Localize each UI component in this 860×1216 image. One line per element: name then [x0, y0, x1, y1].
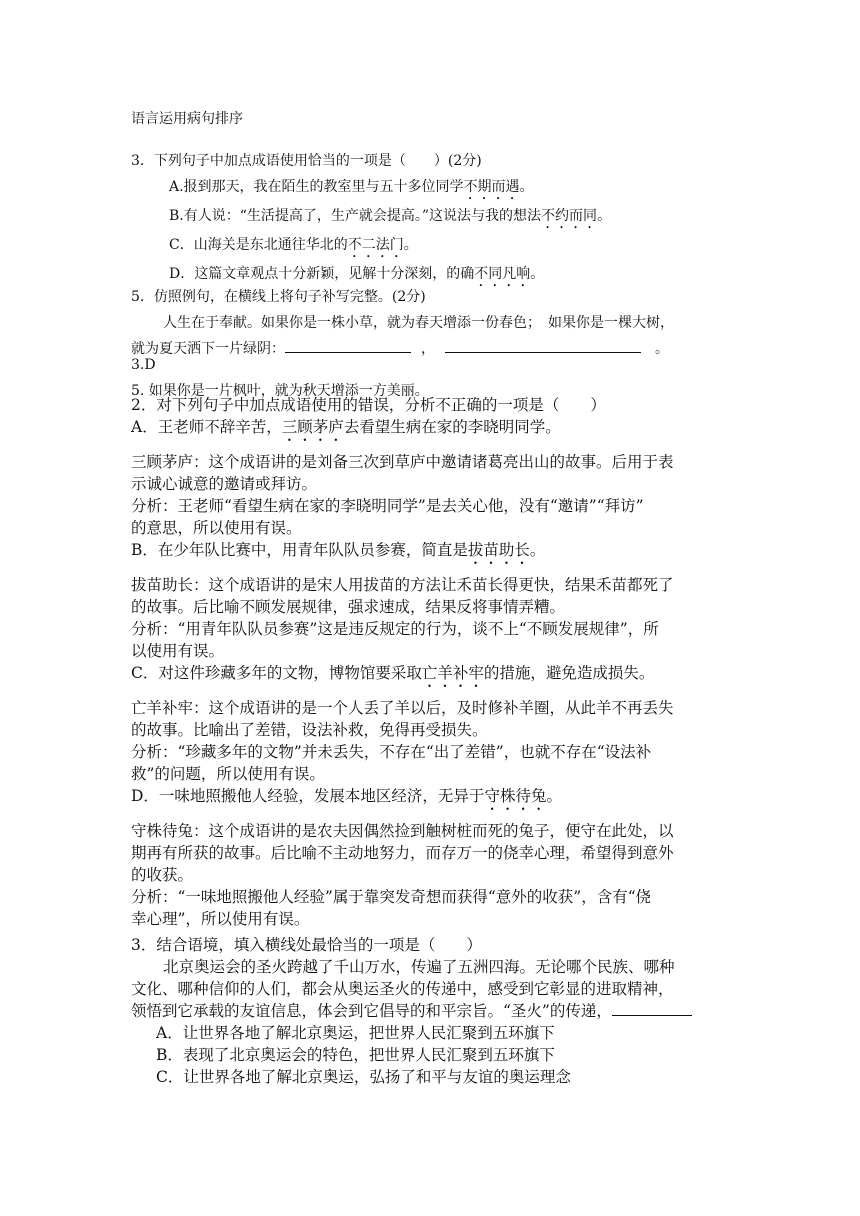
option-c: C．让世界各地了解北京奥运，弘扬了和平与友谊的奥运理念: [156, 1068, 571, 1086]
answer-2: 5. 如果你是一片枫叶，就为秋天增添一方美丽。: [131, 383, 429, 399]
option-a: A.报到那天，我在陌生的教室里与五十多位同学不期而遇。: [169, 179, 534, 195]
option-b: B．表现了北京奥运会的特色，把世界人民汇聚到五环旗下: [156, 1046, 555, 1064]
dotted-idiom: 拔苗助长: [467, 541, 530, 559]
question-imitate: [131, 284, 731, 362]
option-c: C．对这件珍藏多年的文物，博物馆要采取亡羊补牢的措施，避免造成损失。: [131, 664, 655, 682]
question-idiom-usage: [131, 148, 731, 290]
question-stem: 3．下列句子中加点成语使用恰当的一项是（ ）(2分): [131, 153, 482, 169]
answer-blank[interactable]: [612, 1005, 692, 1016]
option-a: A．王老师不辞辛苦，三顾茅庐去看望生病在家的李晓明同学。: [131, 418, 561, 436]
option-a: A．让世界各地了解北京奥运，把世界人民汇聚到五环旗下: [156, 1024, 555, 1042]
dotted-idiom: 三顾茅庐: [281, 418, 344, 436]
dotted-idiom: 不约而同: [541, 208, 598, 224]
dotted-idiom: 不二法门: [347, 237, 404, 253]
passage-line: 领悟到它承载的友谊信息，体会到它倡导的和平宗旨。“圣火”的传递，: [131, 1000, 731, 1022]
question-stem: 5．仿照例句，在横线上将句子补写完整。(2分): [131, 289, 426, 305]
option-b: B．在少年队比赛中，用青年队队员参赛，简直是拔苗助长。: [131, 541, 546, 559]
question-context-fill: [131, 934, 731, 1088]
option-c: C．山海关是东北通往华北的不二法门。: [169, 237, 418, 253]
dotted-idiom: 不期而遇: [463, 179, 520, 195]
question-stem: 3．结合语境，填入横线处最恰当的一项是（ ）: [131, 936, 482, 954]
option-d: D．一味地照搬他人经验，发展本地区经济，无异于守株待兔。: [131, 787, 562, 805]
dotted-idiom: 守株待兔: [484, 787, 547, 805]
passage-line: 文化、哪种信仰的人们，都会从奥运圣火的传递中，感受到它彰显的进取精神，: [131, 980, 674, 998]
answer-1: 3.D: [131, 357, 156, 373]
option-d: D．这篇文章观点十分新颖，见解十分深刻，的确不同凡响。: [169, 266, 545, 282]
passage-line: 北京奥运会的圣火跨越了千山万水，传遍了五洲四海。无论哪个民族、哪种: [163, 958, 675, 976]
section-heading: 语言运用病句排序: [131, 111, 243, 127]
dotted-idiom: 不同凡响: [474, 266, 531, 282]
dotted-idiom: 亡羊补牢: [421, 664, 484, 682]
question-stem: 2．对下列句子中加点成语使用的错误，分析不正确的一项是（ ）: [131, 396, 606, 414]
example-sentence: 人生在于奉献。如果你是一株小草，就为春天增添一份春色； 如果你是一棵大树，: [163, 315, 674, 331]
answer-blank[interactable]: [445, 338, 641, 353]
fill-line: 就为夏天洒下一片绿阴： ， 。: [131, 336, 731, 362]
answer-blank[interactable]: [285, 338, 411, 353]
question-error-analysis: 2．对下列句子中加点成语使用的错误，分析不正确的一项是（ ） A．王老师不辞辛苦，三顾茅庐去看望生病在家的李晓明同学。 三顾茅庐：这个成语讲的是刘备三次到草庐中邀请诸葛亮出山的故事。后用于表 示诚心诚意的邀请或拜访。 分析：王老师“看望生病在家的李晓明同学”是去关心他，没有“邀请”“拜访” 的意思，所以使用有误。 B．在少年队比赛中，用青年队队员参赛，简直是拔苗助长。 拔苗助长：这个成语讲的是宋人用拔苗的方法让禾苗长得更快，结果禾苗都死了 的故事。后比喻不顾发展规律，强求速成，结果反将事情弄糟。 分析：“用青年队队员参赛”这是违反规定的行为，谈不上“不顾发展规律”，所 以使用有误。 C．对这件珍藏多年的文物，博物馆要采取亡羊补牢的措施，避免造成损失。 亡羊补牢：这个成语讲的是一个人丢了羊以后，及时修补羊圈，从此羊不再丢失 的故事。比喻出了差错，设法补救，免得再受损失。 分析：“珍藏多年的文物”并未丢失，不存在“出了差错”，也就不存在“设法补 救”的问题，所以使用有误。 D．一味地照搬他人经验，发展本地区经济，无异于守株待兔。 守株待兔：这个成语讲的是农夫因偶然捡到触树桩而死的兔子，便守在此处，以 期再有所获的故事。后比喻不主动地努力，而存万一的侥幸心理，希望得到意外 的收获。 分析：“一味地照搬他人经验”属于靠突发奇想而获得“意外的收获”，含有“侥 幸心理”，所以使用有误。: [131, 394, 731, 930]
option-b: B.有人说：“生活提高了，生产就会提高。”这说法与我的想法不约而同。: [169, 208, 612, 224]
